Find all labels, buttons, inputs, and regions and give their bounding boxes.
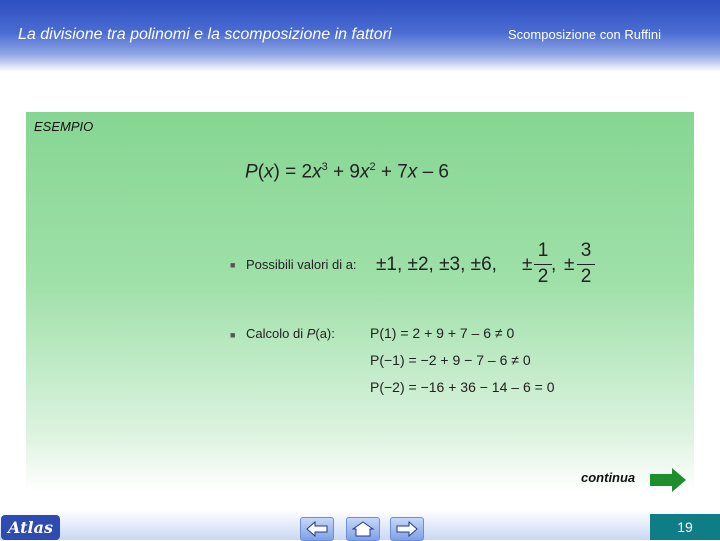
fraction-comma: , xyxy=(551,254,557,275)
home-button[interactable] xyxy=(346,517,380,541)
arrow-left-icon xyxy=(306,521,328,537)
evaluation-line: P(−1) = −2 + 9 − 7 – 6 ≠ 0 xyxy=(370,352,531,368)
arrow-right-nav-icon xyxy=(396,521,418,537)
evaluation-line: P(1) = 2 + 9 + 7 – 6 ≠ 0 xyxy=(370,325,515,341)
possible-values-label: Possibili valori di a: xyxy=(246,257,357,272)
bullet-icon: ■ xyxy=(230,330,236,340)
polynomial-definition: $P(x) = 2x^3 + 9x^2 + 7x - 6$ xyxy=(245,161,449,183)
fraction-2-denominator: 2 xyxy=(580,266,592,287)
fraction-2-numerator: 3 xyxy=(580,240,592,261)
calc-label: Calcolo di P(a): xyxy=(246,326,335,341)
fraction-1-denominator: 2 xyxy=(537,266,549,287)
arrow-right-icon[interactable] xyxy=(650,468,686,492)
fraction-1-bar xyxy=(534,264,552,265)
plus-minus-1: ± xyxy=(522,254,533,275)
plus-minus-2: ± xyxy=(564,254,575,275)
fraction-2-bar xyxy=(577,264,595,265)
prev-button[interactable] xyxy=(300,517,334,541)
bullet-icon: ■ xyxy=(230,260,236,270)
evaluation-line: P(−2) = −16 + 36 − 14 – 6 = 0 xyxy=(370,379,555,395)
possible-values: ±1, ±2, ±3, ±6, xyxy=(376,254,497,275)
fraction-1-numerator: 1 xyxy=(537,240,549,261)
home-icon xyxy=(352,521,374,537)
atlas-logo: Atlas xyxy=(1,515,60,540)
continue-label[interactable]: continua xyxy=(581,470,636,485)
next-button[interactable] xyxy=(390,517,424,541)
header-title: La divisione tra polinomi e la scomposizione in fattori xyxy=(18,26,392,43)
page-number: 19 xyxy=(650,514,720,540)
example-label: ESEMPIO xyxy=(34,119,94,134)
header-subtitle: Scomposizione con Ruffini xyxy=(508,27,661,42)
